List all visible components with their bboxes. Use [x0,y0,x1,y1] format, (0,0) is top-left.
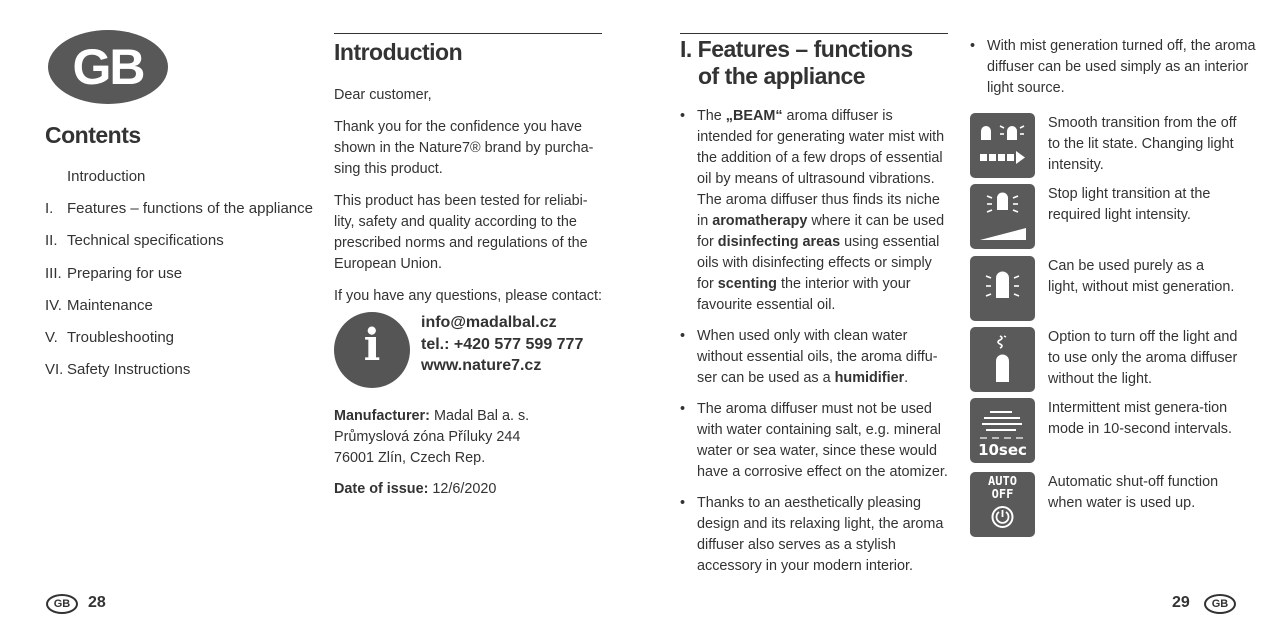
page-number-right: 29 [1172,594,1190,611]
product-name: „BEAM“ [725,108,783,124]
manufacturer-block [334,406,529,469]
manufacturer-label: Manufacturer: [334,408,430,424]
info-icon: i [334,312,410,388]
highlight-aromatherapy: aromatherapy [712,213,808,229]
toc-label: Safety Instructions [67,361,191,379]
function-text: Stop light transition at the required light intensity. [1048,186,1211,223]
function-text: Can be used purely as a light, without mist generation. [1048,258,1235,295]
section-rule [334,33,602,34]
intro-paragraph-2: This product has been tested for reliabi-lity, safety and quality according to the prescribed norms and regulations of the European Union. [334,193,588,272]
function-text: Intermittent mist genera-tion mode in 10-second intervals. [1048,400,1232,437]
issue-label: Date of issue: [334,481,429,497]
intro-paragraph-3: If you have any questions, please contact: [334,288,602,304]
function-text: Option to turn off the light and to use only the aroma diffuser without the light. [1048,329,1238,387]
toc-number: III. [45,264,62,282]
contents-title: Contents [45,122,141,148]
toc-item[interactable] [45,232,313,264]
section-rule [680,33,948,34]
page-badge-left: GB [46,594,78,614]
issue-date [334,481,496,497]
introduction-title: Introduction [334,39,463,65]
list-item: • With mist generation turned off, the aroma diffuser can be used simply as an interior light source. [970,36,1257,99]
light-stop-icon [970,184,1035,249]
contact-website[interactable]: www.nature7.cz [421,357,542,374]
toc-item[interactable] [45,297,313,329]
toc-item[interactable] [45,168,313,200]
icon-label-auto: AUTO [988,474,1017,488]
toc-number [45,168,67,200]
manufacturer-name: Madal Bal a. s. [433,408,530,424]
highlight-disinfecting: disinfecting areas [717,234,841,250]
highlight-humidifier: humidifier [834,370,905,386]
toc-item[interactable] [45,200,313,232]
toc-number: IV. [45,296,62,314]
toc-label: Introduction [67,168,146,185]
toc-item[interactable] [45,329,313,361]
features-title-line2: of the appliance [698,63,866,89]
intermittent-mist-icon [970,398,1035,463]
features-title-line1: I. Features – functions [680,36,913,62]
table-of-contents [45,168,313,393]
toc-item[interactable] [45,361,313,393]
toc-label: Preparing for use [67,264,183,282]
toc-label: Technical specifications [67,232,224,250]
features-list [680,106,950,587]
toc-label: Troubleshooting [67,328,175,346]
list-item: • The aroma diffuser must not be used with water containing salt, e.g. mineral water or sea water, since these would have a corrosive effect on the atomizer. [680,399,950,483]
manufacturer-street: Průmyslová zóna Příluky 244 [334,429,521,445]
country-badge-label: GB [72,39,144,95]
highlight-scenting: scenting [717,276,777,292]
page-badge-right: GB [1204,594,1236,614]
light-transition-icon [970,113,1035,178]
features-section [680,33,948,90]
features-title [680,36,948,90]
toc-number: I. [45,200,54,218]
auto-off-icon [970,472,1035,537]
contact-block [334,312,614,396]
country-badge-gb [48,30,168,104]
icon-label: 10sec [978,441,1027,459]
toc-number: VI. [45,361,64,379]
function-text: Smooth transition from the off to the lit state. Changing light intensity. [1048,115,1237,173]
toc-number: II. [45,232,58,250]
toc-label: Maintenance [67,296,153,314]
list-item: • Thanks to an aesthetically pleasing design and its relaxing light, the aroma diffuser also serves as a stylish accessory in your modern interior. [680,493,950,577]
issue-value: 12/6/2020 [432,481,497,497]
contact-email[interactable]: info@madalbal.cz [421,314,557,331]
toc-label: Features – functions of the appliance [67,200,313,218]
contact-phone[interactable]: tel.: +420 577 599 777 [421,335,584,353]
introduction-section [334,33,602,307]
list-item: • The „BEAM“ aroma diffuser is intended for generating water mist with the addition of a few drops of essential oil by means of ultrasound vibrations. The aroma diffuser thus finds its niche in aromatherapy where it can be used for disinfecting areas using essential oils with disinfecting effects or simply for scenting the interior with your favourite essential oil. [680,106,950,316]
page-number-left: 28 [88,594,106,611]
toc-number: V. [45,328,58,346]
manufacturer-city: 76001 Zlín, Czech Rep. [334,450,486,466]
greeting: Dear customer, [334,87,432,103]
icon-label-off: OFF [991,487,1014,501]
function-text: Automatic shut-off function when water is used up. [1048,474,1219,511]
list-item: • When used only with clean water without essential oils, the aroma diffu-ser can be used as a humidifier. [680,326,950,389]
intro-paragraph-1: Thank you for the confidence you have shown in the Nature7® brand by purcha-sing this product. [334,119,594,177]
mist-only-icon [970,327,1035,392]
light-only-icon [970,256,1035,321]
toc-item[interactable] [45,265,313,297]
